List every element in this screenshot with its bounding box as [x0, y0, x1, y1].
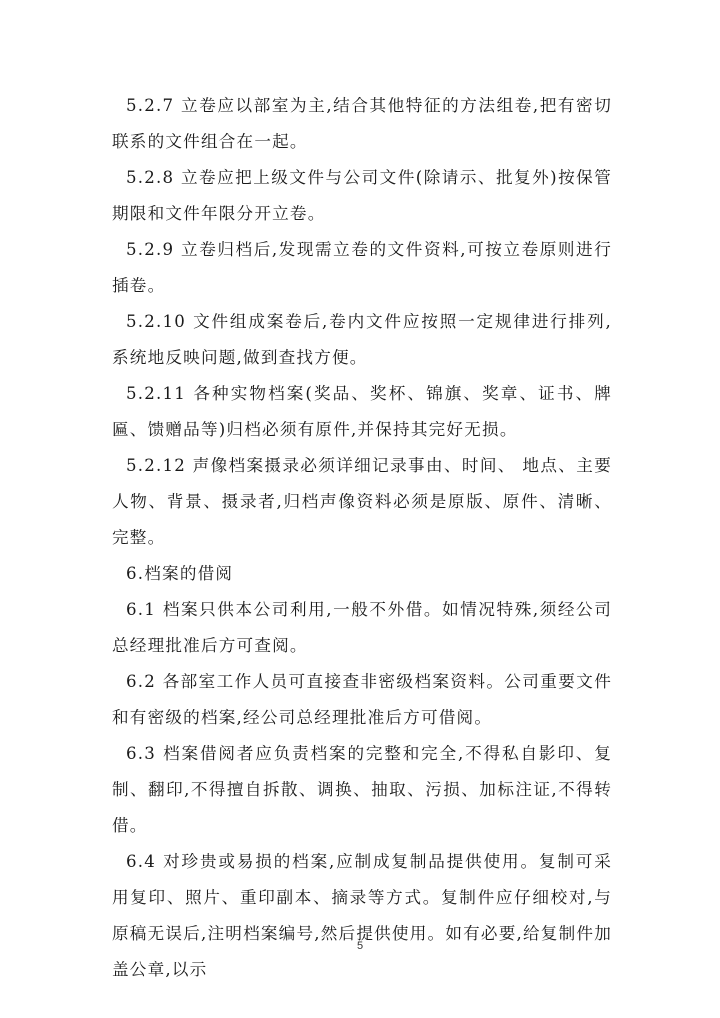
page-number: 5 — [356, 940, 364, 952]
paragraph-5-2-9: 5.2.9 立卷归档后,发现需立卷的文件资料,可按立卷原则进行插卷。 — [112, 240, 612, 295]
paragraph-6-4: 6.4 对珍贵或易损的档案,应制成复制品提供使用。复制可采用复印、照片、重印副本、摘录等方式。复制件应仔细校对,与原稿无误后,注明档案编号,然后提供使用。如有必要,给复制件加盖公章,以示 — [112, 852, 612, 979]
paragraph-6-3: 6.3 档案借阅者应负责档案的完整和完全,不得私自影印、复制、翻印,不得擅自拆散、调换、抽取、污损、加标注证,不得转借。 — [112, 744, 612, 835]
paragraph-5-2-7: 5.2.7 立卷应以部室为主,结合其他特征的方法组卷,把有密切联系的文件组合在一起。 — [112, 96, 612, 151]
paragraph-5-2-8: 5.2.8 立卷应把上级文件与公司文件(除请示、批复外)按保管期限和文件年限分开立卷。 — [112, 168, 612, 223]
paragraph-6-1: 6.1 档案只供本公司利用,一般不外借。如情况特殊,须经公司总经理批准后方可查阅。 — [112, 600, 612, 655]
section-heading-6: 6.档案的借阅 — [126, 564, 234, 583]
paragraph-5-2-12: 5.2.12 声像档案摄录必须详细记录事由、时间、 地点、主要人物、背景、摄录者,归档声像资料必须是原版、原件、清晰、完整。 — [112, 456, 612, 547]
paragraph-6-2: 6.2 各部室工作人员可直接查非密级档案资料。公司重要文件和有密级的档案,经公司总经理批准后方可借阅。 — [112, 672, 612, 727]
document-body — [112, 88, 612, 988]
paragraph-5-2-10: 5.2.10 文件组成案卷后,卷内文件应按照一定规律进行排列,系统地反映问题,做到查找方便。 — [112, 312, 612, 367]
paragraph-5-2-11: 5.2.11 各种实物档案(奖品、奖杯、锦旗、奖章、证书、牌匾、馈赠品等)归档必须有原件,并保持其完好无损。 — [112, 384, 612, 439]
